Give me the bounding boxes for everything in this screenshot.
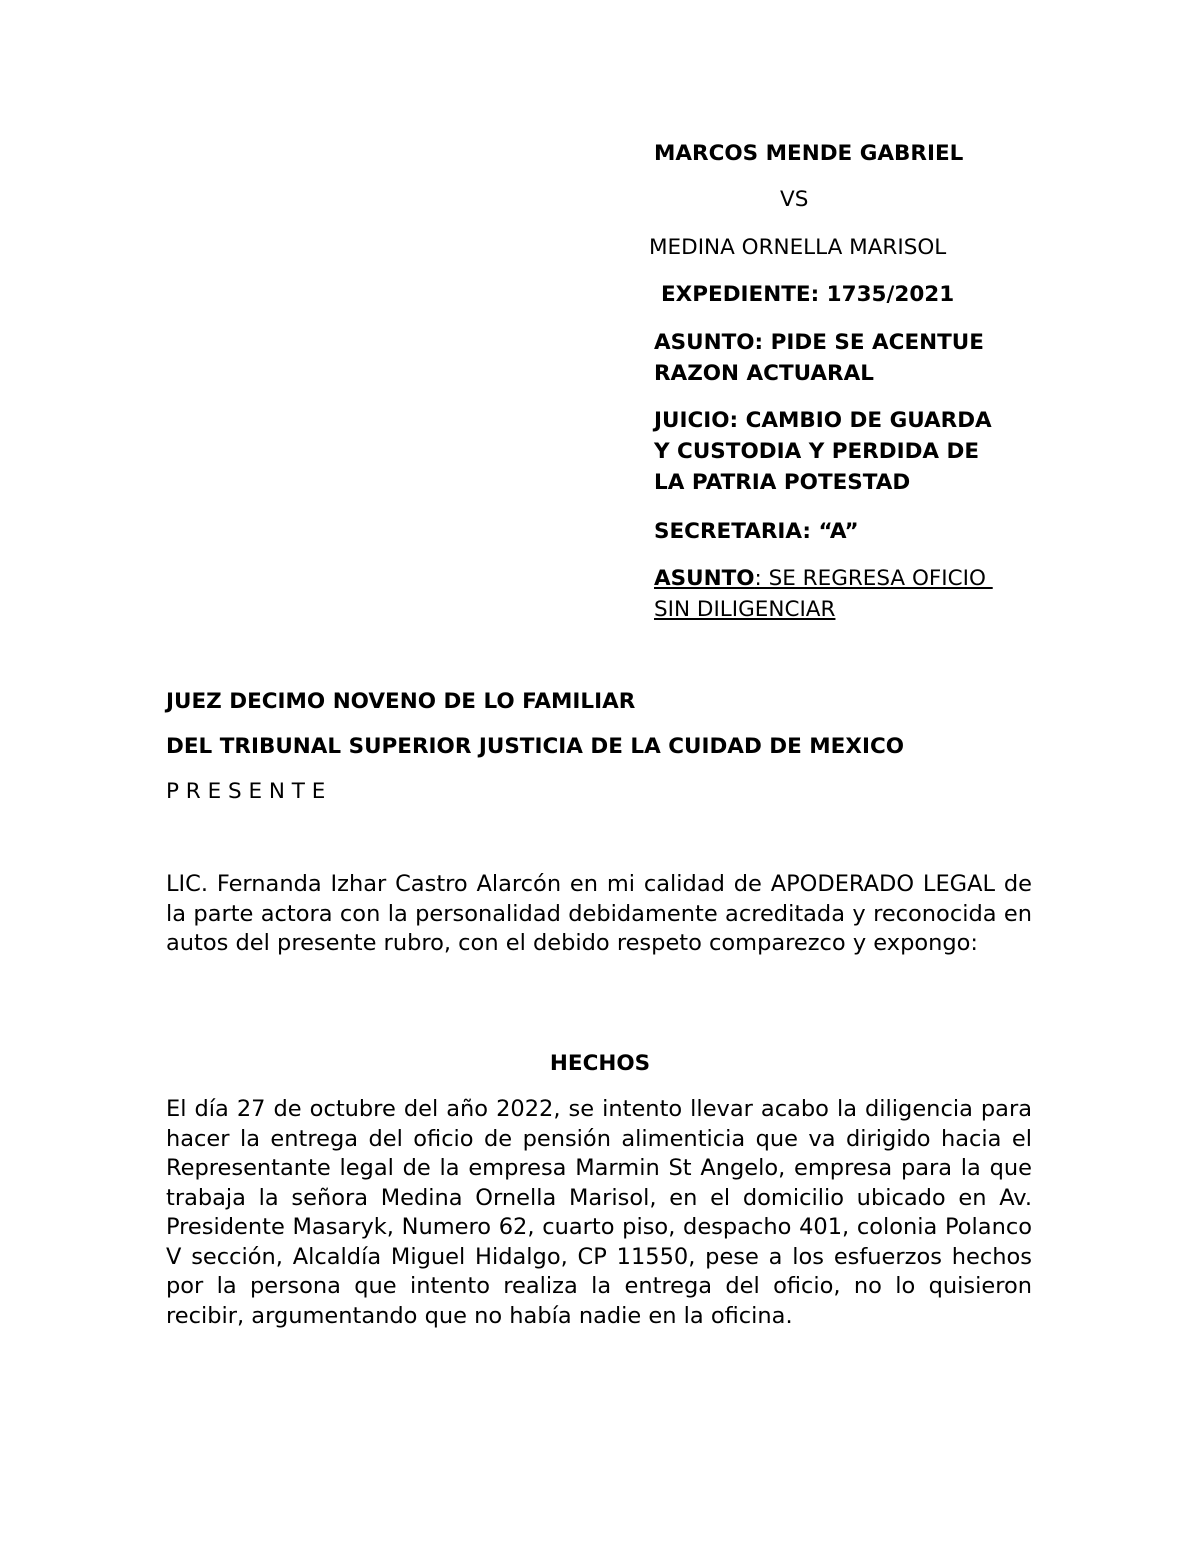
asunto-return-line-2: SIN DILIGENCIAR xyxy=(654,597,836,622)
facts-title-text: HECHOS xyxy=(549,1051,651,1076)
juicio-line-1: JUICIO: CAMBIO DE GUARDA xyxy=(654,408,992,433)
asunto-return-label: ASUNTO xyxy=(654,566,755,591)
intro-paragraph: LIC. Fernanda Izhar Castro Alarcón en mi calidad de APODERADO LEGAL de la parte actora con la personalidad debidamente acreditada y reconocida en autos del presente rubro, con el debido respeto comparezco y expongo: xyxy=(166,871,1032,956)
addressee-judge: JUEZ DECIMO NOVENO DE LO FAMILIAR xyxy=(166,689,636,714)
defendant-name: MEDINA ORNELLA MARISOL xyxy=(649,235,947,260)
asunto-line-2: RAZON ACTUARAL xyxy=(654,361,874,386)
asunto-line-1: ASUNTO: PIDE SE ACENTUE xyxy=(654,330,984,355)
secretaria: SECRETARIA: “A” xyxy=(654,519,859,544)
plaintiff-name: MARCOS MENDE GABRIEL xyxy=(654,141,964,166)
asunto-return-text: : SE REGRESA OFICIO xyxy=(754,566,993,591)
facts-title xyxy=(0,1048,1200,1079)
juicio-line-2: Y CUSTODIA Y PERDIDA DE xyxy=(654,439,980,464)
versus-label: VS xyxy=(780,187,809,212)
expediente: EXPEDIENTE: 1735/2021 xyxy=(661,282,955,307)
presente: P R E S E N T E xyxy=(166,779,326,804)
addressee-court: DEL TRIBUNAL SUPERIOR JUSTICIA DE LA CUIDAD DE MEXICO xyxy=(166,734,905,759)
juicio-line-3: LA PATRIA POTESTAD xyxy=(654,470,911,495)
facts-paragraph: El día 27 de octubre del año 2022, se intento llevar acabo la diligencia para hacer la entrega del oficio de pensión alimenticia que va dirigido hacia el Representante legal de la empresa Marmin St Angelo, empresa para la que trabaja la señora Medina Ornella Marisol, en el domicilio ubicado en Av. Presidente Masaryk, Numero 62, cuarto piso, despacho 401, colonia Polanco V sección, Alcaldía Miguel Hidalgo, CP 11550, pese a los esfuerzos hechos por la persona que intento realiza la entrega del oficio, no lo quisieron recibir, argumentando que no había nadie en la oficina. xyxy=(166,1096,1032,1329)
asunto-return-line-1 xyxy=(654,563,993,594)
